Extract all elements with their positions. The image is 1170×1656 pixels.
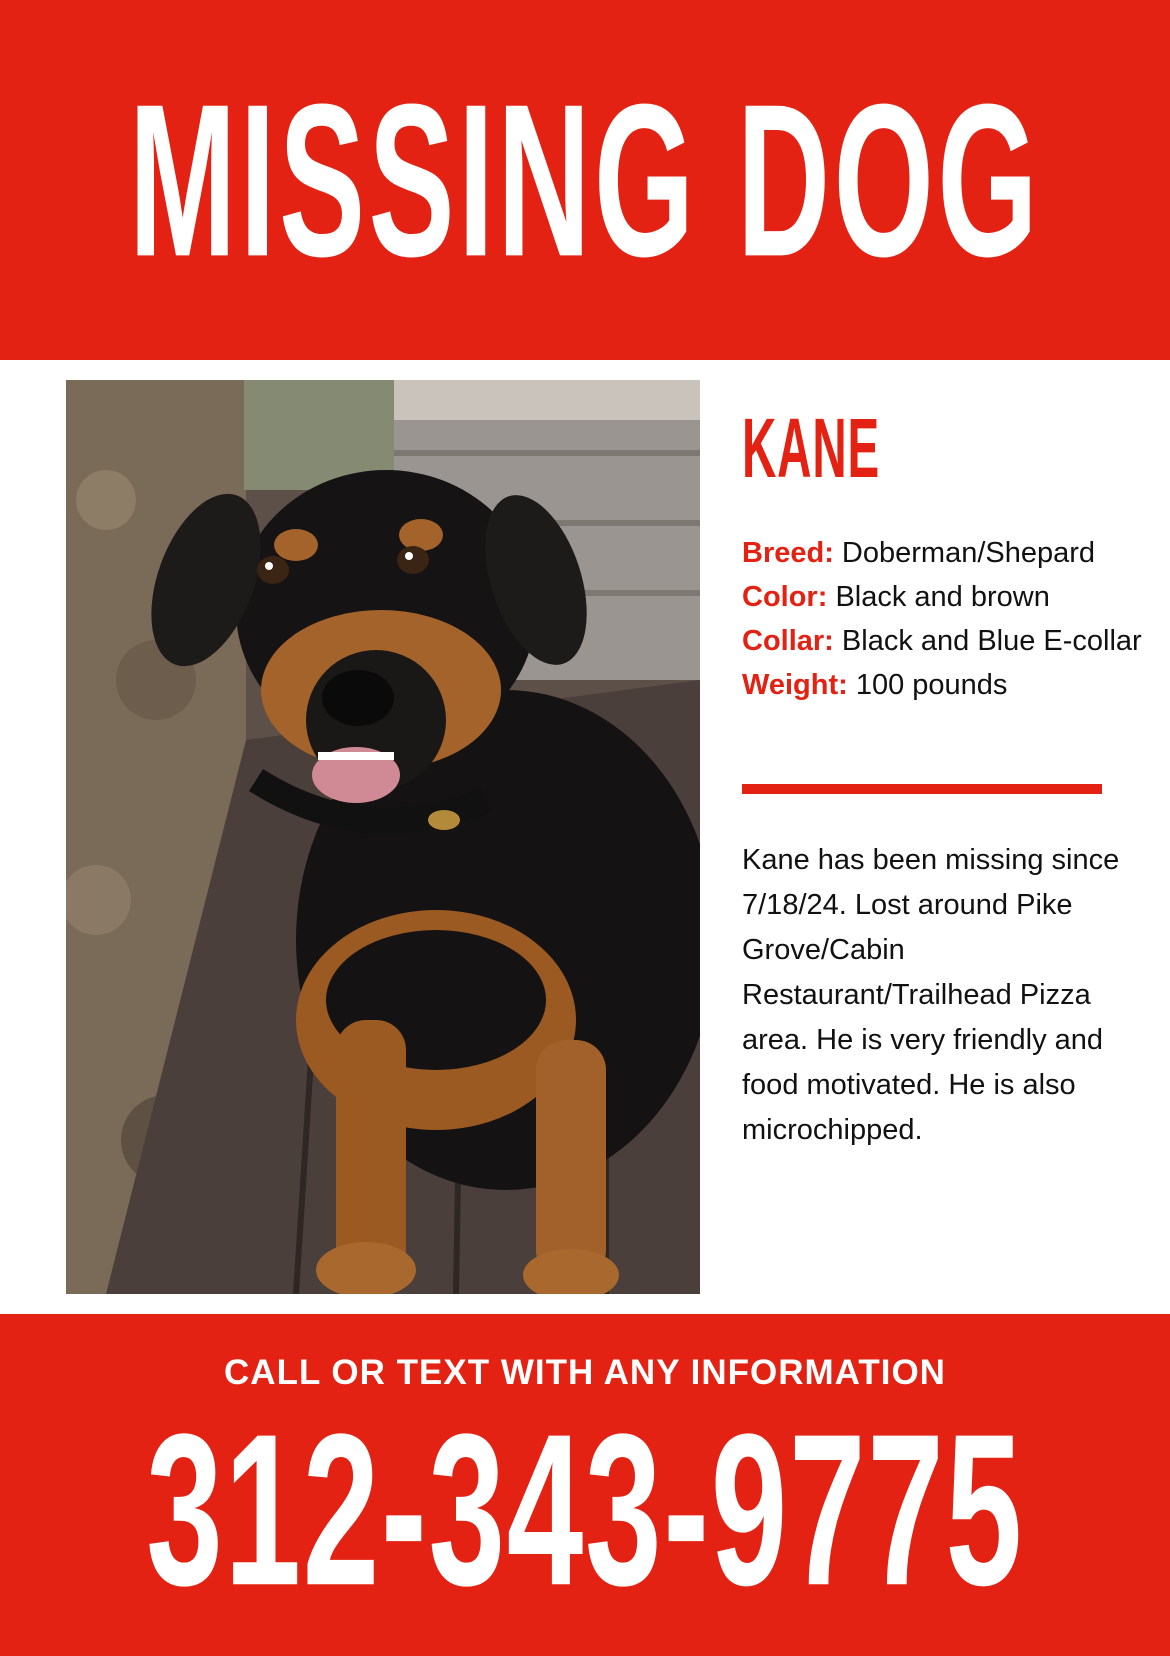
detail-breed <box>742 531 1152 575</box>
divider <box>742 784 1102 794</box>
description: Kane has been missing since 7/18/24. Lost around Pike Grove/Cabin Restaurant/Trailhead Pizza area. He is very friendly and food motivated. He is also microchipped. <box>742 844 1120 1146</box>
dog-info <box>742 400 1152 707</box>
detail-weight <box>742 663 1152 707</box>
detail-collar <box>742 619 1152 663</box>
detail-value: Black and Blue E-collar <box>841 625 1142 657</box>
dog-photo <box>66 380 700 1294</box>
detail-label: Weight: <box>742 669 848 701</box>
detail-label: Color: <box>742 581 828 613</box>
phone-number[interactable]: 312-343-9775 <box>146 1388 1024 1631</box>
dog-name: KANE <box>742 401 881 496</box>
detail-value: Black and brown <box>835 581 1050 613</box>
call-to-action: CALL OR TEXT WITH ANY INFORMATION <box>224 1353 946 1392</box>
detail-value: 100 pounds <box>855 669 1008 701</box>
detail-value: Doberman/Shepard <box>841 537 1096 569</box>
headline: MISSING DOG <box>128 57 1042 302</box>
detail-label: Breed: <box>742 537 834 569</box>
detail-color <box>742 575 1152 619</box>
detail-label: Collar: <box>742 625 834 657</box>
